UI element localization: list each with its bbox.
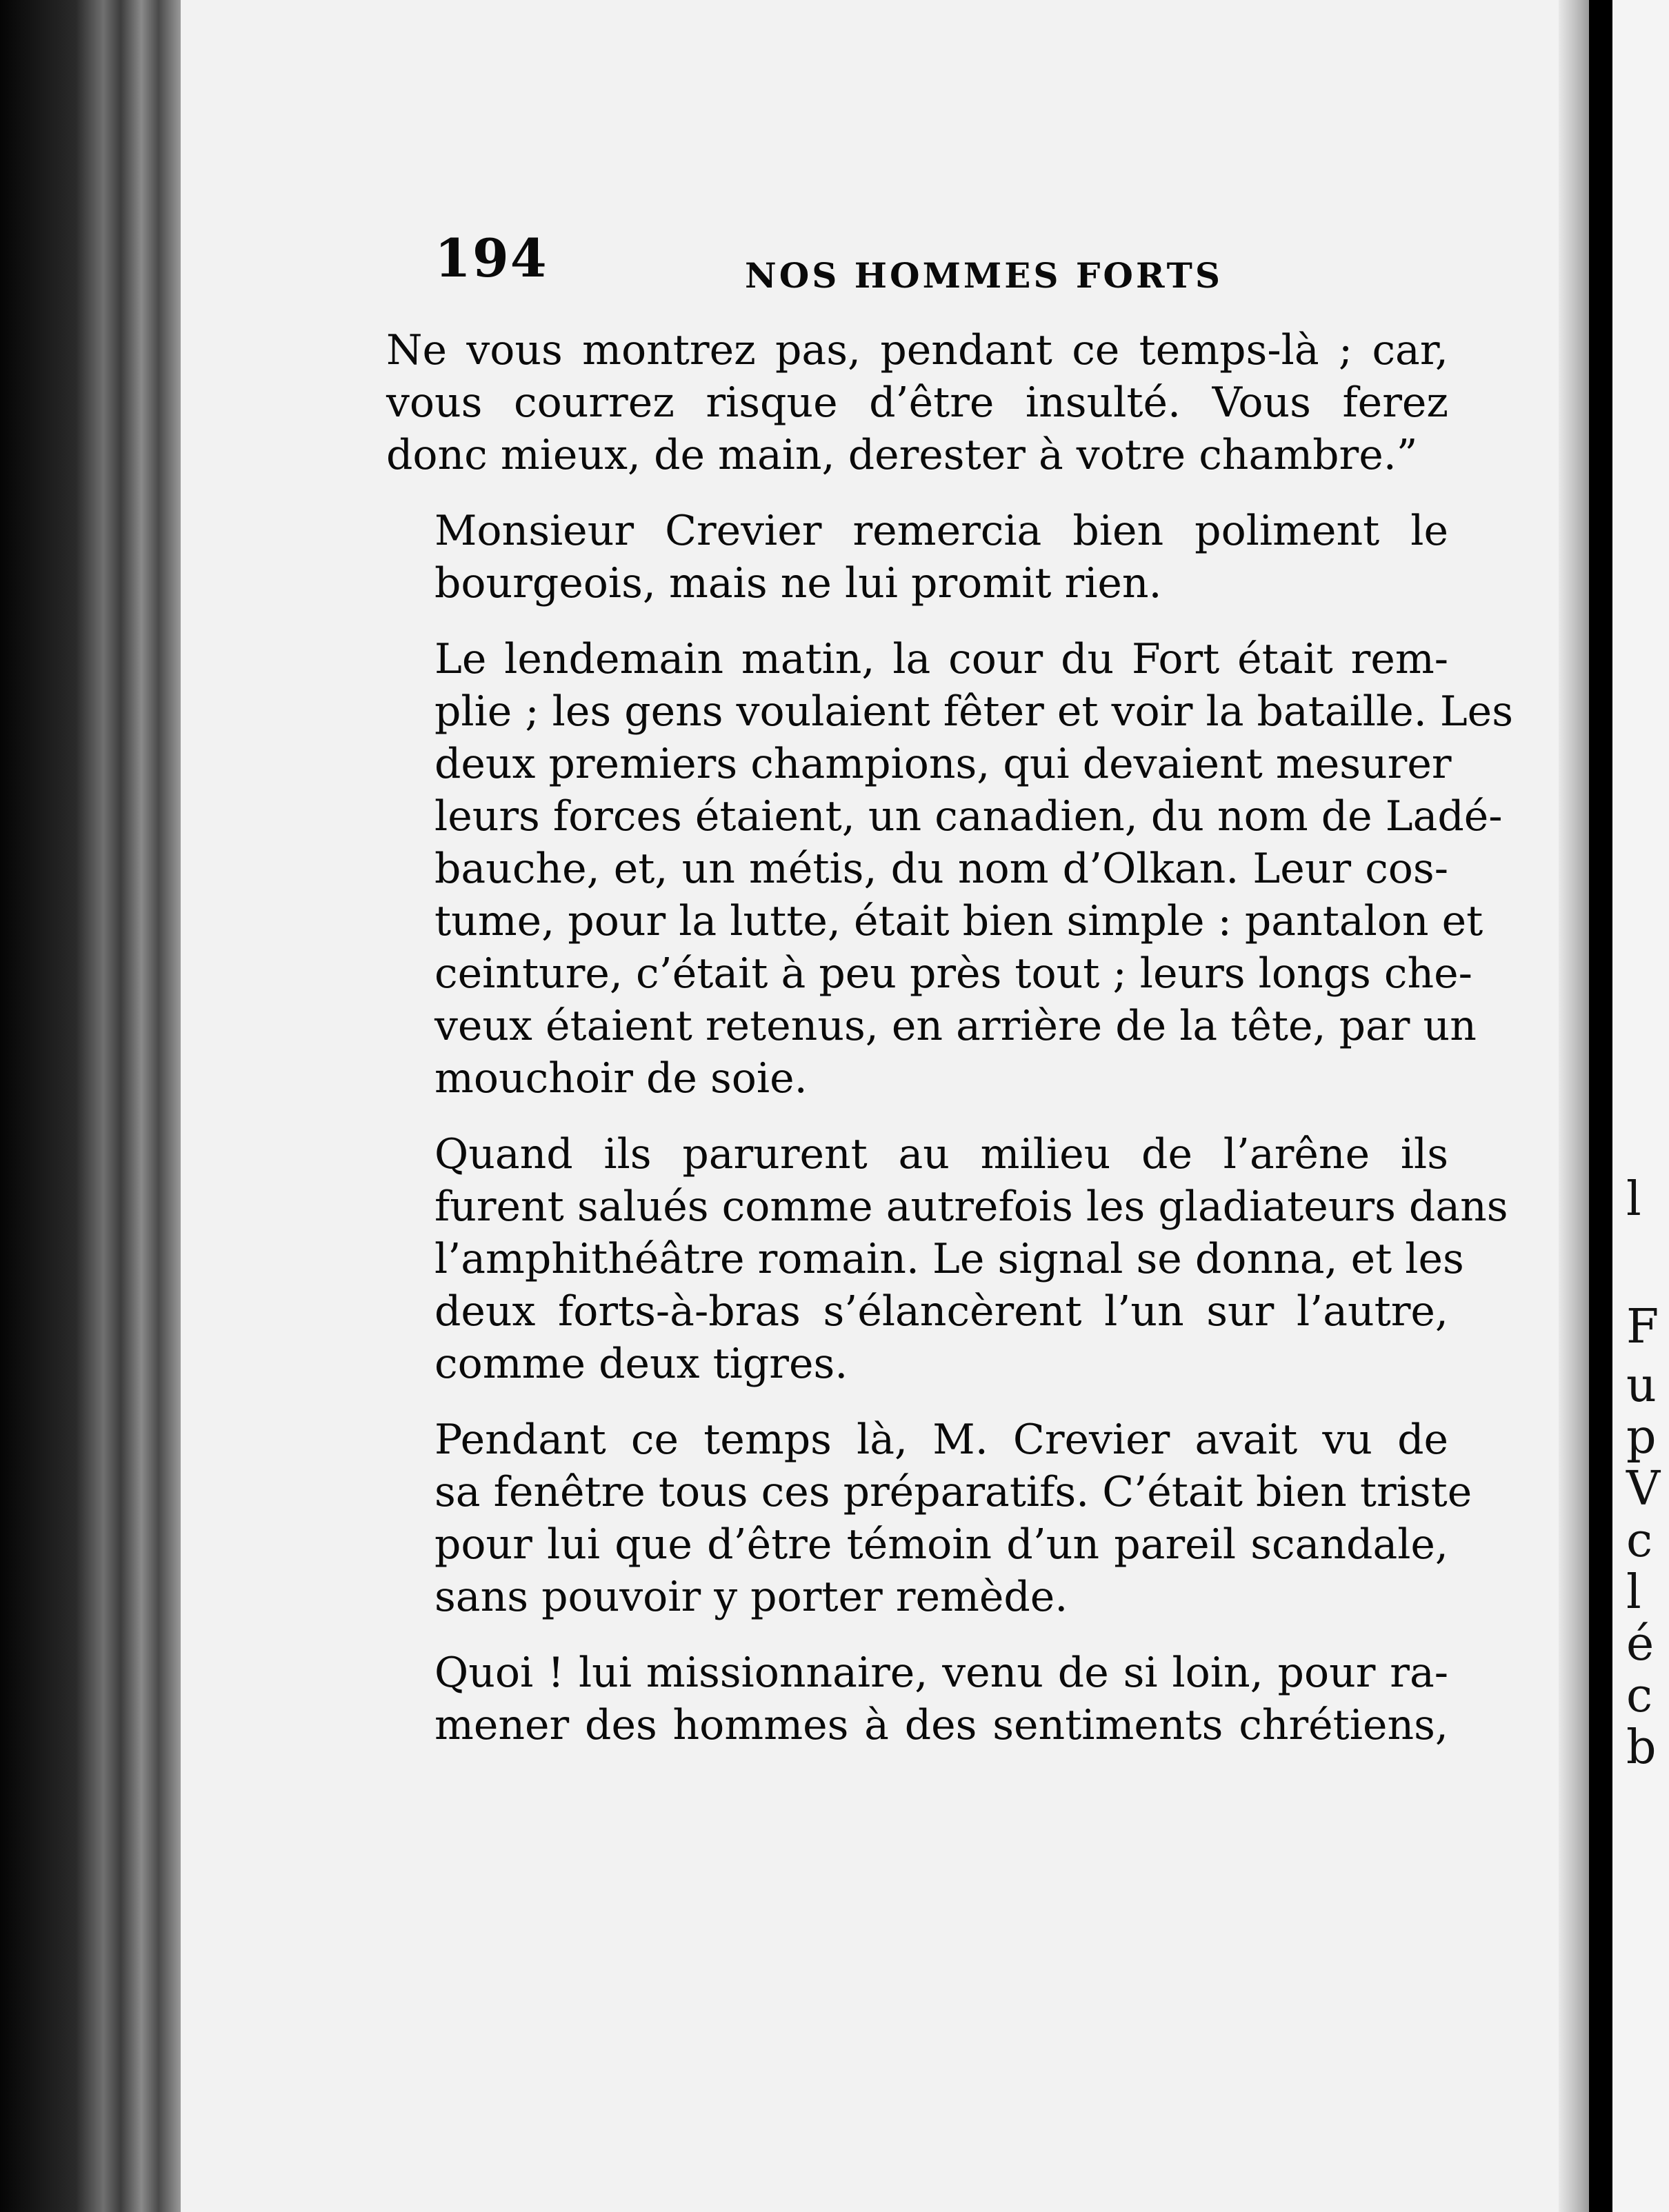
page-number: 194 xyxy=(434,228,548,289)
paragraph xyxy=(386,505,1448,610)
text-line: bauche, et, un métis, du nom d’Olkan. Leur cos- xyxy=(434,845,1448,893)
text-line: Le lendemain matin, la cour du Fort était rem- xyxy=(434,635,1448,683)
text-line: Ne vous montrez pas, pendant ce temps-là ; car, xyxy=(386,326,1448,374)
adjacent-page-fragment xyxy=(1612,0,1669,2212)
adjacent-page-letter: l xyxy=(1626,1565,1641,1620)
text-line: l’amphithéâtre romain. Le signal se donna, et les xyxy=(434,1235,1464,1283)
text-line: comme deux tigres. xyxy=(434,1340,848,1388)
text-line: deux forts-à-bras s’élancèrent l’un sur l’autre, xyxy=(434,1287,1448,1336)
paragraph xyxy=(386,1414,1472,1623)
body-text xyxy=(386,324,1513,1775)
text-line: deux premiers champions, qui devaient mesurer xyxy=(434,740,1452,788)
text-line: plie ; les gens voulaient fêter et voir la bataille. Les xyxy=(434,687,1513,736)
text-line: ceinture, c’était à peu près tout ; leurs longs che- xyxy=(434,949,1472,998)
text-line: Pendant ce temps là, M. Crevier avait vu de xyxy=(434,1416,1448,1464)
text-line: leurs forces étaient, un canadien, du nom de Ladé- xyxy=(434,792,1503,841)
text-line: sa fenêtre tous ces préparatifs. C’était bien triste xyxy=(434,1468,1472,1516)
text-line: pour lui que d’être témoin d’un pareil scandale, xyxy=(434,1520,1448,1569)
page-header xyxy=(434,228,1441,317)
text-line: Quoi ! lui missionnaire, venu de si loin, pour ra- xyxy=(434,1649,1448,1697)
adjacent-page-letter: p xyxy=(1626,1410,1657,1465)
text-line: Quand ils parurent au milieu de l’arêne ils xyxy=(434,1130,1448,1178)
page-edge-shadow xyxy=(1559,0,1589,2212)
text-line: vous courrez risque d’être insulté. Vous ferez xyxy=(386,379,1448,427)
paragraph xyxy=(386,1128,1508,1390)
adjacent-page-letter: c xyxy=(1626,1514,1653,1568)
running-head: NOS HOMMES FORTS xyxy=(745,255,1223,296)
text-line: mener des hommes à des sentiments chrétiens, xyxy=(434,1701,1448,1749)
text-line: Monsieur Crevier remercia bien poliment le xyxy=(434,507,1448,555)
text-line: donc mieux, de main, derester à votre chambre.” xyxy=(386,431,1418,479)
book-spine xyxy=(0,0,186,2212)
adjacent-page-letter: b xyxy=(1626,1720,1657,1775)
page-gutter xyxy=(1589,0,1612,2212)
adjacent-page-letter: u xyxy=(1626,1358,1657,1413)
adjacent-page-letter: c xyxy=(1626,1669,1653,1723)
paragraph xyxy=(386,324,1448,481)
text-line: tume, pour la lutte, était bien simple : pantalon et xyxy=(434,897,1483,945)
adjacent-page-letter: V xyxy=(1626,1462,1661,1516)
text-line: furent salués comme autrefois les gladiateurs dans xyxy=(434,1183,1508,1231)
text-line: sans pouvoir y porter remède. xyxy=(434,1573,1068,1621)
text-line: bourgeois, mais ne lui promit rien. xyxy=(434,559,1162,607)
adjacent-page-letter: l xyxy=(1626,1172,1641,1227)
paragraph xyxy=(386,633,1513,1105)
text-line: mouchoir de soie. xyxy=(434,1054,808,1103)
adjacent-page-letter: F xyxy=(1626,1300,1659,1354)
adjacent-page-letter: é xyxy=(1626,1617,1655,1671)
text-line: veux étaient retenus, en arrière de la tête, par un xyxy=(434,1002,1477,1050)
paragraph xyxy=(386,1647,1448,1751)
